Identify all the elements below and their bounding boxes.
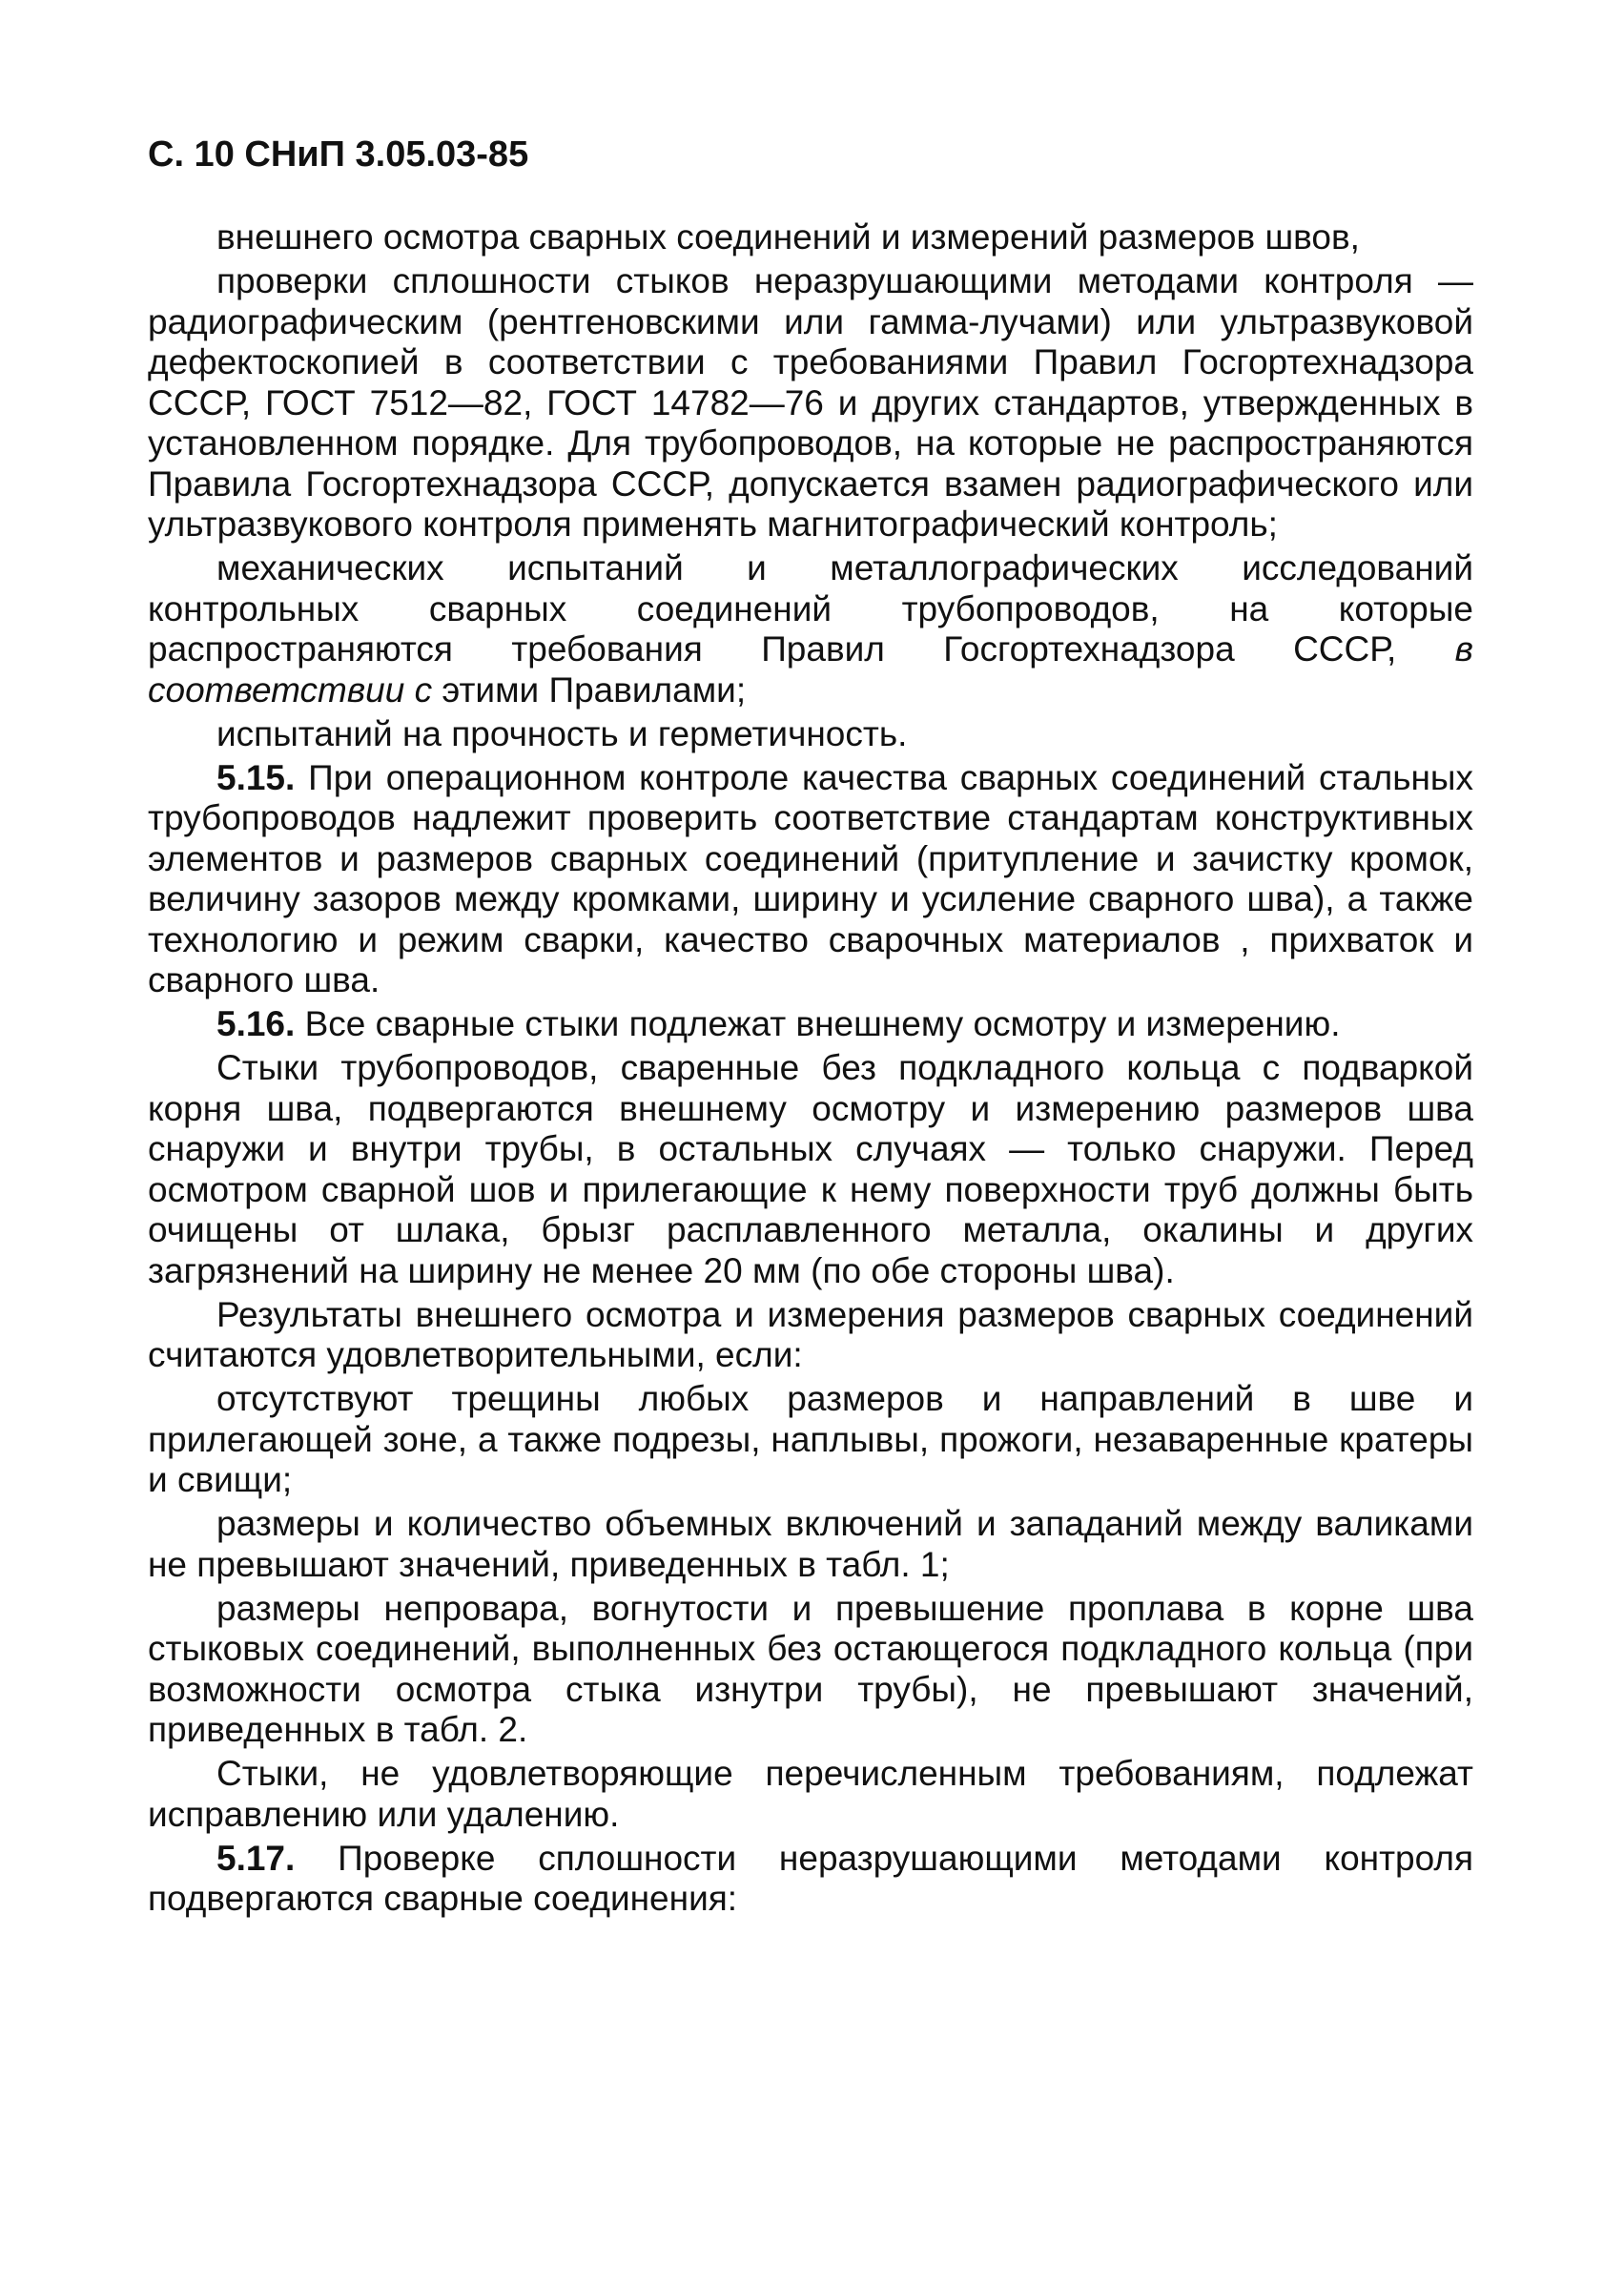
paragraph: Стыки, не удовлетворяющие перечисленным требованиям, подлежат исправлению или удалению. xyxy=(148,1754,1473,1834)
document-body xyxy=(148,217,1473,1920)
section-number: 5.17. xyxy=(216,1838,296,1878)
section-number: 5.15. xyxy=(216,757,296,797)
section-number: 5.16. xyxy=(216,1004,296,1043)
document-page xyxy=(148,134,1473,1923)
paragraph xyxy=(148,1839,1473,1920)
paragraph: проверки сплошности стыков неразрушающими методами контроля — радиографическим (рентгеновскими или гамма-лучами) или ультразвуковой дефектоскопией в соответствии с требованиями Правил Госгортехнадзора СССР, ГОСТ 7512—82, ГОСТ 14782—76 и других стандартов, утвержденных в установленном порядке. Для трубопроводов, на которые не распространяются Правила Госгортехнадзора СССР, допускается взамен радиографического или ультразвукового контроля применять магнитографический контроль; xyxy=(148,261,1473,544)
paragraph-text: этими Правилами; xyxy=(442,669,747,710)
paragraph xyxy=(148,1004,1473,1045)
paragraph: Результаты внешнего осмотра и измерения размеров сварных соединений считаются удовлетворительными, если: xyxy=(148,1294,1473,1374)
paragraph-text: Проверке сплошности неразрушающими методами контроля подвергаются сварные соединения: xyxy=(148,1838,1473,1918)
paragraph: внешнего осмотра сварных соединений и измерений размеров швов, xyxy=(216,217,1360,257)
page-header: С. 10 СНиП 3.05.03-85 xyxy=(148,134,529,175)
paragraph: размеры и количество объемных включений и западаний между валиками не превышают значений, приведенных в табл. 1; xyxy=(148,1504,1473,1584)
paragraph: размеры непровара, вогнутости и превышение проплава в корне шва стыковых соединений, выполненных без остающегося подкладного кольца (при возможности осмотра стыка изнутри трубы), не превышают значений, приведенных в табл. 2. xyxy=(148,1588,1473,1749)
paragraph xyxy=(148,758,1473,1001)
paragraph: испытаний на прочность и герметичность. xyxy=(216,713,908,753)
paragraph-text: механических испытаний и металлографических исследований контрольных сварных соединений трубопроводов, на которые распространяются требования Правил Госгортехнадзора СССР, xyxy=(148,548,1473,669)
italic-text: в соответствии с xyxy=(148,629,1473,710)
paragraph-text: При операционном контроле качества сварных соединений стальных трубопроводов надлежит проверить соответствие стандартам конструктивных элементов и размеров сварных соединений (притупление и зачистку кромок, величину зазоров между кромками, ширину и усиление сварного шва), а также технологию и режим сварки, качество сварочных материалов , прихваток и сварного шва. xyxy=(148,757,1474,999)
paragraph: Стыки трубопроводов, сваренные без подкладного кольца с подваркой корня шва, подвергаются внешнему осмотру и измерению размеров шва снаружи и внутри трубы, в остальных случаях — только снаружи. Перед осмотром сварной шов и прилегающие к нему поверхности труб должны быть очищены от шлака, брызг расплавленного металла, окалины и других загрязнений на ширину не менее 20 мм (по обе стороны шва). xyxy=(148,1048,1473,1290)
paragraph-text: Все сварные стыки подлежат внешнему осмотру и измерению. xyxy=(304,1004,1341,1043)
paragraph xyxy=(148,548,1473,710)
paragraph: отсутствуют трещины любых размеров и направлений в шве и прилегающей зоне, а также подрезы, наплывы, прожоги, незаваренные кратеры и свищи; xyxy=(148,1379,1473,1499)
